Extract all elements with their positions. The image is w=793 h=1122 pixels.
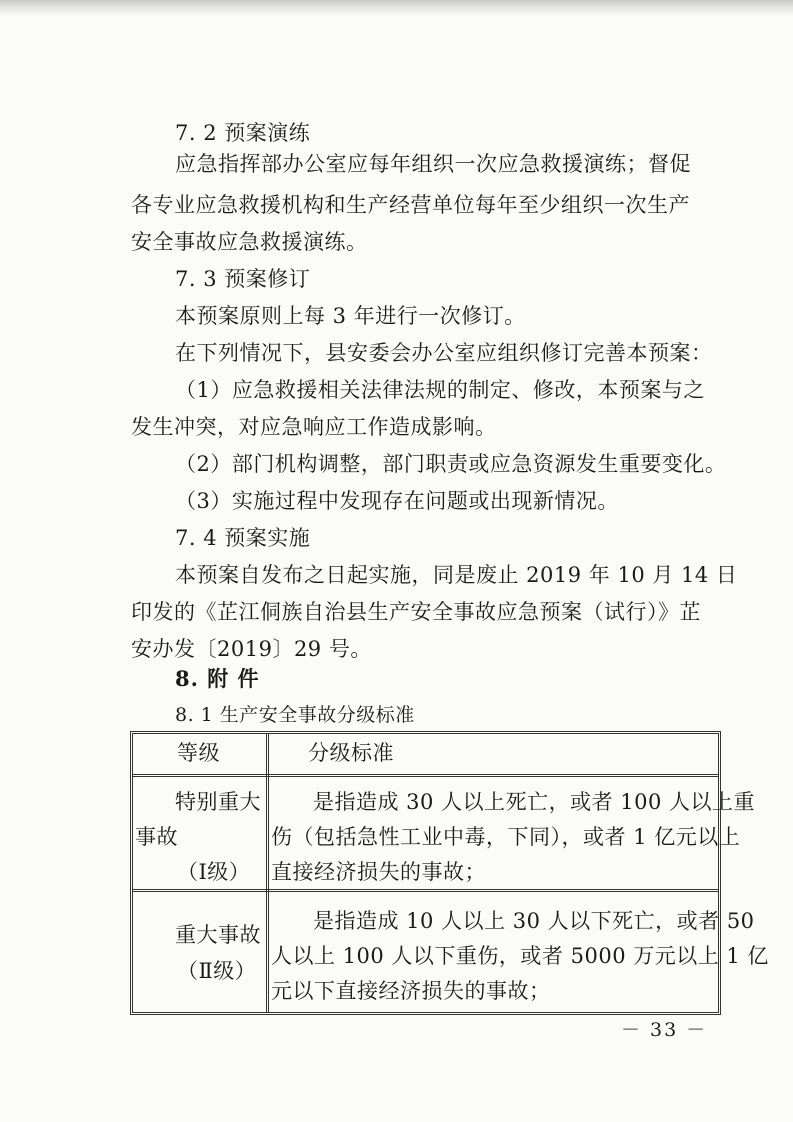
row-2-standard-line: 人以上 100 人以下重伤，或者 5000 万元以上 1 亿 <box>271 944 769 968</box>
paragraph-line: （2）部门机构调整，部门职责或应急资源发生重要变化。 <box>175 452 727 476</box>
row-2-standard-line: 是指造成 10 人以上 30 人以下死亡，或者 50 <box>313 909 755 933</box>
table-header-standard: 分级标准 <box>308 741 394 765</box>
row-1-level-line: （Ⅰ级） <box>177 860 251 884</box>
section-7-4-heading: 7. 4 预案实施 <box>175 526 311 550</box>
paragraph-line: 安全事故应急救援演练。 <box>131 230 368 254</box>
row-2-level-line: （Ⅱ级） <box>177 959 257 983</box>
row-2-level-line: 重大事故 <box>175 923 261 947</box>
row-2-standard-line: 元以下直接经济损失的事故； <box>271 979 551 1003</box>
paragraph-line: （3）实施过程中发现存在问题或出现新情况。 <box>175 489 619 513</box>
row-1-standard-line: 是指造成 30 人以上死亡，或者 100 人以上重 <box>313 790 756 814</box>
section-8-heading: 8. 附 件 <box>175 666 260 691</box>
row-1-standard-line: 伤（包括急性工业中毒，下同），或者 1 亿元以上 <box>271 825 741 849</box>
paragraph-line: 印发的《芷江侗族自治县生产安全事故应急预案（试行）》芷 <box>131 600 701 624</box>
scan-shadow <box>0 0 793 16</box>
grading-table <box>130 731 769 1015</box>
section-7-3-heading: 7. 3 预案修订 <box>175 267 311 291</box>
table-row-divider <box>133 774 718 777</box>
row-1-standard-line: 直接经济损失的事故； <box>271 860 486 884</box>
paragraph-line: 在下列情况下，县安委会办公室应组织修订完善本预案： <box>175 341 713 365</box>
paragraph-line: 本预案自发布之日起实施，同是废止 2019 年 10 月 14 日 <box>175 563 738 587</box>
paragraph-line: 安办发〔2019〕29 号。 <box>131 637 372 661</box>
page-number: － 33 － <box>621 1019 708 1041</box>
section-7-2-heading: 7. 2 预案演练 <box>175 121 311 145</box>
row-1-level-line: 事故 <box>135 825 178 849</box>
paragraph-line: （1）应急救援相关法律法规的制定、修改，本预案与之 <box>175 378 705 402</box>
paragraph-line: 发生冲突，对应急响应工作造成影响。 <box>131 415 497 439</box>
paragraph-line: 各专业应急救援机构和生产经营单位每年至少组织一次生产 <box>131 193 690 217</box>
section-8-1-heading: 8. 1 生产安全事故分级标准 <box>175 704 415 726</box>
row-1-level-line: 特别重大 <box>175 790 261 814</box>
paragraph-line: 应急指挥部办公室应每年组织一次应急救援演练；督促 <box>175 152 691 176</box>
table-row-divider <box>133 889 718 892</box>
table-header-level: 等级 <box>177 741 220 765</box>
paragraph-line: 本预案原则上每 3 年进行一次修订。 <box>175 304 526 328</box>
